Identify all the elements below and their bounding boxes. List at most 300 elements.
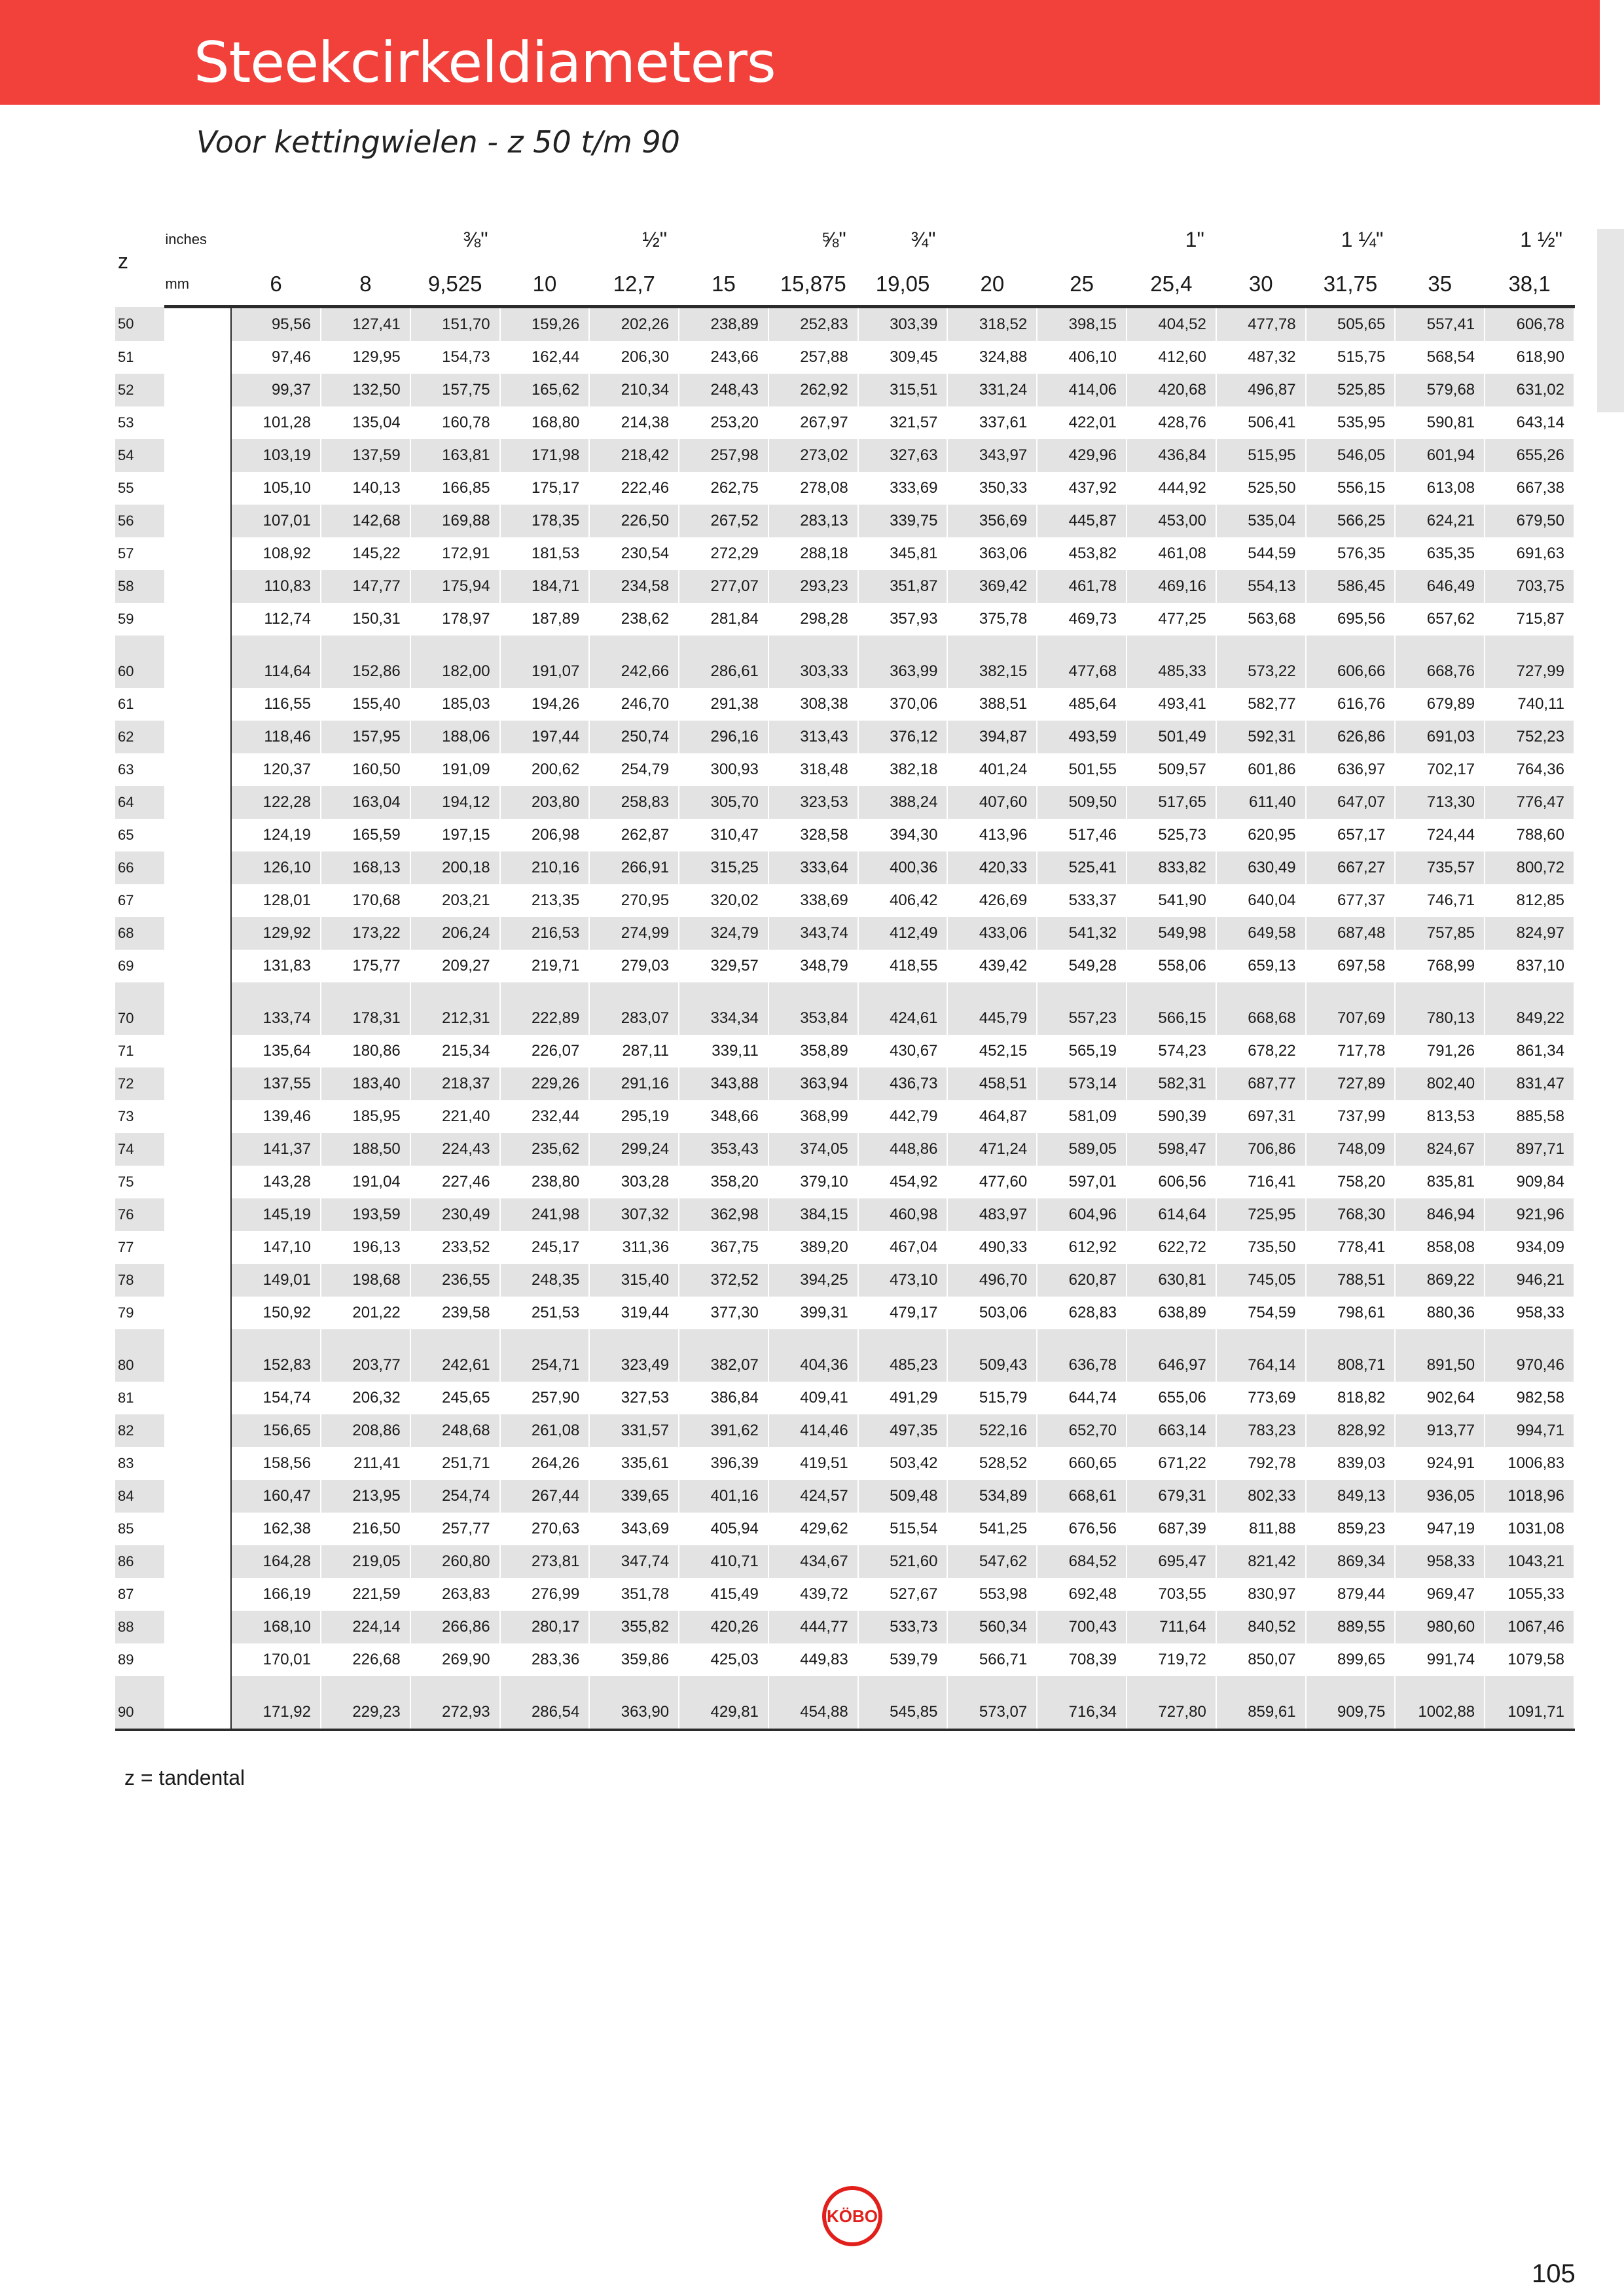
diameter-cell: 214,38 <box>589 406 679 439</box>
diameter-cell: 404,52 <box>1127 307 1216 342</box>
diameter-cell: 331,57 <box>589 1414 679 1447</box>
diameter-cell: 327,63 <box>858 439 948 472</box>
diameter-cell: 184,71 <box>500 570 590 603</box>
spacer-cell <box>1037 982 1127 1002</box>
diameter-cell: 209,27 <box>410 950 500 982</box>
diameter-cell: 329,57 <box>679 950 768 982</box>
inch-header-cell <box>321 216 410 263</box>
spacer-cell <box>165 636 231 655</box>
diameter-cell: 131,83 <box>231 950 321 982</box>
diameter-cell: 283,13 <box>768 505 858 537</box>
diameter-cell: 254,71 <box>500 1349 590 1382</box>
diameter-cell: 133,74 <box>231 1002 321 1035</box>
diameter-cell: 557,23 <box>1037 1002 1127 1035</box>
tooth-count-cell: 58 <box>115 570 165 603</box>
diameter-cell: 343,74 <box>768 917 858 950</box>
diameter-cell: 638,89 <box>1127 1297 1216 1329</box>
diameter-cell: 1006,83 <box>1485 1447 1574 1480</box>
spacer-cell <box>1485 1329 1574 1349</box>
diameter-cell: 286,54 <box>500 1696 590 1730</box>
unit-spacer-cell <box>165 1382 231 1414</box>
diameter-cell: 802,33 <box>1216 1480 1306 1513</box>
mm-header-cell: 31,75 <box>1306 263 1396 307</box>
diameter-cell: 272,29 <box>679 537 768 570</box>
diameter-cell: 757,85 <box>1395 917 1485 950</box>
table-row <box>115 341 1574 374</box>
diameter-cell: 376,12 <box>858 721 948 753</box>
unit-spacer-cell <box>165 786 231 819</box>
diameter-cell: 219,05 <box>321 1545 410 1578</box>
diameter-cell: 454,88 <box>768 1696 858 1730</box>
diameter-cell: 379,10 <box>768 1166 858 1198</box>
diameter-cell: 396,39 <box>679 1447 768 1480</box>
diameter-cell: 828,92 <box>1306 1414 1396 1447</box>
tooth-count-cell: 75 <box>115 1166 165 1198</box>
diameter-cell: 439,72 <box>768 1578 858 1611</box>
diameter-cell: 187,89 <box>500 603 590 636</box>
diameter-cell: 159,26 <box>500 307 590 342</box>
diameter-cell: 606,56 <box>1127 1166 1216 1198</box>
spacer-cell <box>231 1676 321 1696</box>
diameter-cell: 319,44 <box>589 1297 679 1329</box>
diameter-cell: 506,41 <box>1216 406 1306 439</box>
diameter-cell: 433,06 <box>947 917 1037 950</box>
diameter-cell: 178,31 <box>321 1002 410 1035</box>
diameter-cell: 257,90 <box>500 1382 590 1414</box>
diameter-cell: 897,71 <box>1485 1133 1574 1166</box>
diameter-cell: 812,85 <box>1485 884 1574 917</box>
diameter-cell: 565,19 <box>1037 1035 1127 1067</box>
diameter-cell: 261,08 <box>500 1414 590 1447</box>
diameter-cell: 454,92 <box>858 1166 948 1198</box>
diameter-cell: 262,75 <box>679 472 768 505</box>
diameter-cell: 646,97 <box>1127 1349 1216 1382</box>
diameter-cell: 606,66 <box>1306 655 1396 688</box>
inch-header-cell <box>1485 216 1574 263</box>
table-row <box>115 1643 1574 1676</box>
diameter-cell: 311,36 <box>589 1231 679 1264</box>
diameter-cell: 162,44 <box>500 341 590 374</box>
diameter-cell: 558,06 <box>1127 950 1216 982</box>
table-row <box>115 1545 1574 1578</box>
table-row <box>115 1578 1574 1611</box>
spacer-cell <box>231 1329 321 1349</box>
diameter-cell: 568,54 <box>1395 341 1485 374</box>
diameter-cell: 147,77 <box>321 570 410 603</box>
table-row <box>115 472 1574 505</box>
diameter-cell: 401,16 <box>679 1480 768 1513</box>
diameter-cell: 534,89 <box>947 1480 1037 1513</box>
diameter-cell: 444,92 <box>1127 472 1216 505</box>
diameter-cell: 315,40 <box>589 1264 679 1297</box>
diameter-cell: 429,62 <box>768 1513 858 1545</box>
diameter-cell: 213,95 <box>321 1480 410 1513</box>
diameter-cell: 343,69 <box>589 1513 679 1545</box>
diameter-cell: 708,39 <box>1037 1643 1127 1676</box>
diameter-cell: 348,66 <box>679 1100 768 1133</box>
diameter-cell: 776,47 <box>1485 786 1574 819</box>
inch-header-label: ¾" <box>911 228 936 251</box>
diameter-cell: 477,68 <box>1037 655 1127 688</box>
table-row <box>115 1231 1574 1264</box>
inch-header-cell <box>1037 216 1127 263</box>
diameter-cell: 566,15 <box>1127 1002 1216 1035</box>
table-row <box>115 1349 1574 1382</box>
diameter-cell: 183,40 <box>321 1067 410 1100</box>
diameter-cell: 437,92 <box>1037 472 1127 505</box>
diameter-cell: 200,18 <box>410 852 500 884</box>
diameter-cell: 414,46 <box>768 1414 858 1447</box>
spacer-cell <box>589 636 679 655</box>
unit-spacer-cell <box>165 819 231 852</box>
diameter-cell: 203,21 <box>410 884 500 917</box>
diameter-cell: 449,83 <box>768 1643 858 1676</box>
diameter-cell: 358,20 <box>679 1166 768 1198</box>
kobo-logo <box>822 2186 882 2246</box>
diameter-cell: 764,36 <box>1485 753 1574 786</box>
inch-header-cell <box>947 216 1037 263</box>
diameter-cell: 477,60 <box>947 1166 1037 1198</box>
diameter-cell: 412,49 <box>858 917 948 950</box>
diameter-cell: 687,39 <box>1127 1513 1216 1545</box>
diameter-cell: 724,44 <box>1395 819 1485 852</box>
spacer-cell <box>1306 982 1396 1002</box>
diameter-cell: 640,04 <box>1216 884 1306 917</box>
diameter-cell: 185,95 <box>321 1100 410 1133</box>
diameter-cell: 210,34 <box>589 374 679 406</box>
diameter-cell: 557,41 <box>1395 307 1485 342</box>
tooth-count-cell: 51 <box>115 341 165 374</box>
diameter-cell: 778,41 <box>1306 1231 1396 1264</box>
unit-spacer-cell <box>165 1349 231 1382</box>
spacer-cell <box>1037 1329 1127 1349</box>
spacer-cell <box>1216 1329 1306 1349</box>
diameter-cell: 168,13 <box>321 852 410 884</box>
tooth-count-cell: 50 <box>115 307 165 342</box>
diameter-cell: 442,79 <box>858 1100 948 1133</box>
diameter-cell: 169,88 <box>410 505 500 537</box>
mm-unit-label: mm <box>165 263 231 307</box>
spacer-cell <box>1306 636 1396 655</box>
diameter-cell: 545,85 <box>858 1696 948 1730</box>
diameter-cell: 515,54 <box>858 1513 948 1545</box>
unit-spacer-cell <box>165 472 231 505</box>
inch-header-cell <box>1306 216 1396 263</box>
tooth-count-cell: 57 <box>115 537 165 570</box>
diameter-cell: 298,28 <box>768 603 858 636</box>
tooth-count-cell: 79 <box>115 1297 165 1329</box>
table-row <box>115 1382 1574 1414</box>
diameter-cell: 687,48 <box>1306 917 1396 950</box>
diameter-cell: 394,87 <box>947 721 1037 753</box>
diameter-cell: 657,17 <box>1306 819 1396 852</box>
diameter-cell: 193,59 <box>321 1198 410 1231</box>
diameter-cell: 308,38 <box>768 688 858 721</box>
diameter-cell: 137,55 <box>231 1067 321 1100</box>
diameter-cell: 324,88 <box>947 341 1037 374</box>
diameter-cell: 448,86 <box>858 1133 948 1166</box>
diameter-cell: 428,76 <box>1127 406 1216 439</box>
diameter-cell: 1043,21 <box>1485 1545 1574 1578</box>
diameter-cell: 394,25 <box>768 1264 858 1297</box>
diameter-cell: 251,53 <box>500 1297 590 1329</box>
diameter-cell: 372,52 <box>679 1264 768 1297</box>
diameter-cell: 188,06 <box>410 721 500 753</box>
diameter-cell: 347,74 <box>589 1545 679 1578</box>
diameter-cell: 230,49 <box>410 1198 500 1231</box>
diameter-cell: 406,42 <box>858 884 948 917</box>
diameter-cell: 391,62 <box>679 1414 768 1447</box>
diameter-cell: 745,05 <box>1216 1264 1306 1297</box>
diameter-cell: 135,64 <box>231 1035 321 1067</box>
diameter-cell: 145,19 <box>231 1198 321 1231</box>
inch-header-cell <box>1127 216 1216 263</box>
diameter-cell: 422,01 <box>1037 406 1127 439</box>
unit-spacer-cell <box>165 1480 231 1513</box>
unit-spacer-cell <box>165 603 231 636</box>
diameter-cell: 503,06 <box>947 1297 1037 1329</box>
tooth-count-cell: 83 <box>115 1447 165 1480</box>
diameter-cell: 420,68 <box>1127 374 1216 406</box>
diameter-cell: 424,57 <box>768 1480 858 1513</box>
inch-header-cell <box>1395 216 1485 263</box>
diameter-cell: 528,52 <box>947 1447 1037 1480</box>
inch-header-row <box>115 216 1574 263</box>
diameter-cell: 118,46 <box>231 721 321 753</box>
diameter-cell: 399,31 <box>768 1297 858 1329</box>
diameter-cell: 461,08 <box>1127 537 1216 570</box>
diameter-cell: 158,56 <box>231 1447 321 1480</box>
diameter-cell: 321,57 <box>858 406 948 439</box>
diameter-cell: 589,05 <box>1037 1133 1127 1166</box>
diameter-cell: 150,92 <box>231 1297 321 1329</box>
diameter-cell: 835,81 <box>1395 1166 1485 1198</box>
spacer-cell <box>1216 1676 1306 1696</box>
unit-spacer-cell <box>165 307 231 342</box>
unit-spacer-cell <box>165 1545 231 1578</box>
diameter-cell: 635,35 <box>1395 537 1485 570</box>
diameter-cell: 824,97 <box>1485 917 1574 950</box>
diameter-cell: 400,36 <box>858 852 948 884</box>
diameter-cell: 229,26 <box>500 1067 590 1100</box>
table-row <box>115 1035 1574 1067</box>
spacer-cell <box>410 636 500 655</box>
unit-spacer-cell <box>165 1297 231 1329</box>
diameter-cell: 556,15 <box>1306 472 1396 505</box>
tooth-count-cell: 53 <box>115 406 165 439</box>
tooth-count-cell: 84 <box>115 1480 165 1513</box>
diameter-cell: 1079,58 <box>1485 1643 1574 1676</box>
spacer-cell <box>858 636 948 655</box>
diameter-cell: 460,98 <box>858 1198 948 1231</box>
diameter-cell: 160,78 <box>410 406 500 439</box>
table-row <box>115 1696 1574 1730</box>
diameter-cell: 182,00 <box>410 655 500 688</box>
diameter-cell: 242,66 <box>589 655 679 688</box>
spacer-cell <box>947 1329 1037 1349</box>
diameter-cell: 221,59 <box>321 1578 410 1611</box>
spacer-cell <box>1127 1676 1216 1696</box>
diameter-cell: 663,14 <box>1127 1414 1216 1447</box>
spacer-cell <box>1395 982 1485 1002</box>
diameter-cell: 982,58 <box>1485 1382 1574 1414</box>
spacer-cell <box>321 982 410 1002</box>
diameter-cell: 780,13 <box>1395 1002 1485 1035</box>
unit-spacer-cell <box>165 1002 231 1035</box>
diameter-cell: 620,87 <box>1037 1264 1127 1297</box>
diameter-cell: 239,58 <box>410 1297 500 1329</box>
diameter-cell: 473,10 <box>858 1264 948 1297</box>
diameter-cell: 573,22 <box>1216 655 1306 688</box>
diameter-cell: 137,59 <box>321 439 410 472</box>
mm-header-cell: 35 <box>1395 263 1485 307</box>
diameter-cell: 126,10 <box>231 852 321 884</box>
diameter-cell: 152,83 <box>231 1349 321 1382</box>
table-row <box>115 1480 1574 1513</box>
diameter-cell: 525,73 <box>1127 819 1216 852</box>
spacer-cell <box>1306 1676 1396 1696</box>
diameter-cell: 288,18 <box>768 537 858 570</box>
mm-header-cell: 20 <box>947 263 1037 307</box>
table-row <box>115 1133 1574 1166</box>
diameter-cell: 331,24 <box>947 374 1037 406</box>
diameter-cell: 858,08 <box>1395 1231 1485 1264</box>
diameter-cell: 210,16 <box>500 852 590 884</box>
diameter-cell: 350,33 <box>947 472 1037 505</box>
diameter-cell: 171,98 <box>500 439 590 472</box>
diameter-cell: 343,88 <box>679 1067 768 1100</box>
diameter-cell: 273,81 <box>500 1545 590 1578</box>
diameter-cell: 95,56 <box>231 307 321 342</box>
diameter-cell: 501,49 <box>1127 721 1216 753</box>
diameter-cell: 212,31 <box>410 1002 500 1035</box>
diameter-cell: 592,31 <box>1216 721 1306 753</box>
diameter-cell: 398,15 <box>1037 307 1127 342</box>
diameter-cell: 222,89 <box>500 1002 590 1035</box>
diameter-cell: 142,68 <box>321 505 410 537</box>
diameter-cell: 226,07 <box>500 1035 590 1067</box>
diameter-cell: 469,16 <box>1127 570 1216 603</box>
diameter-cell: 601,94 <box>1395 439 1485 472</box>
diameter-cell: 646,49 <box>1395 570 1485 603</box>
spacer-cell <box>231 636 321 655</box>
diameter-cell: 691,63 <box>1485 537 1574 570</box>
diameter-cell: 614,64 <box>1127 1198 1216 1231</box>
diameter-cell: 824,67 <box>1395 1133 1485 1166</box>
table-row <box>115 307 1574 342</box>
diameter-cell: 348,79 <box>768 950 858 982</box>
diameter-cell: 367,75 <box>679 1231 768 1264</box>
tooth-count-cell: 77 <box>115 1231 165 1264</box>
diameter-cell: 206,24 <box>410 917 500 950</box>
diameter-cell: 178,97 <box>410 603 500 636</box>
spacer-cell <box>1127 1329 1216 1349</box>
diameter-cell: 242,61 <box>410 1349 500 1382</box>
diameter-cell: 628,83 <box>1037 1297 1127 1329</box>
diameter-cell: 363,06 <box>947 537 1037 570</box>
diameter-cell: 206,32 <box>321 1382 410 1414</box>
unit-spacer-cell <box>165 1643 231 1676</box>
diameter-cell: 154,74 <box>231 1382 321 1414</box>
diameter-cell: 831,47 <box>1485 1067 1574 1100</box>
diameter-cell: 328,58 <box>768 819 858 852</box>
spacer-cell <box>679 1329 768 1349</box>
diameter-cell: 287,11 <box>589 1035 679 1067</box>
diameter-cell: 315,51 <box>858 374 948 406</box>
diameter-cell: 444,77 <box>768 1611 858 1643</box>
spacer-cell <box>1395 1676 1485 1696</box>
diameter-cell: 163,04 <box>321 786 410 819</box>
diameter-cell: 270,95 <box>589 884 679 917</box>
diameter-cell: 678,22 <box>1216 1035 1306 1067</box>
diameter-cell: 213,35 <box>500 884 590 917</box>
diameter-cell: 206,30 <box>589 341 679 374</box>
diameter-cell: 181,53 <box>500 537 590 570</box>
diameter-cell: 103,19 <box>231 439 321 472</box>
diameter-cell: 936,05 <box>1395 1480 1485 1513</box>
diameter-cell: 218,42 <box>589 439 679 472</box>
spacer-cell <box>410 1329 500 1349</box>
unit-spacer-cell <box>165 1166 231 1198</box>
footnote: z = tandental <box>124 1766 245 1789</box>
diameter-cell: 206,98 <box>500 819 590 852</box>
diameter-cell: 452,15 <box>947 1035 1037 1067</box>
tooth-count-cell: 73 <box>115 1100 165 1133</box>
diameter-cell: 303,39 <box>858 307 948 342</box>
diameter-cell: 859,23 <box>1306 1513 1396 1545</box>
diameter-cell: 327,53 <box>589 1382 679 1414</box>
diameter-cell: 154,73 <box>410 341 500 374</box>
diameter-cell: 485,23 <box>858 1349 948 1382</box>
tooth-count-cell: 72 <box>115 1067 165 1100</box>
diameter-cell: 269,90 <box>410 1643 500 1676</box>
unit-spacer-cell <box>165 537 231 570</box>
diameter-cell: 266,91 <box>589 852 679 884</box>
diameter-cell: 338,69 <box>768 884 858 917</box>
diameter-cell: 1055,33 <box>1485 1578 1574 1611</box>
diameter-cell: 453,82 <box>1037 537 1127 570</box>
diameter-cell: 151,70 <box>410 307 500 342</box>
diameter-cell: 573,07 <box>947 1696 1037 1730</box>
diameter-cell: 415,49 <box>679 1578 768 1611</box>
spacer-cell <box>500 636 590 655</box>
diameter-cell: 141,37 <box>231 1133 321 1166</box>
page-number: 105 <box>1532 2259 1576 2288</box>
diameter-cell: 768,99 <box>1395 950 1485 982</box>
tooth-count-cell: 86 <box>115 1545 165 1578</box>
diameter-cell: 226,68 <box>321 1643 410 1676</box>
diameter-cell: 280,17 <box>500 1611 590 1643</box>
diameter-cell: 840,52 <box>1216 1611 1306 1643</box>
diameter-cell: 889,55 <box>1306 1611 1396 1643</box>
diameter-cell: 541,90 <box>1127 884 1216 917</box>
diameter-cell: 424,61 <box>858 1002 948 1035</box>
unit-spacer-cell <box>165 1067 231 1100</box>
unit-spacer-cell <box>165 852 231 884</box>
spacer-cell <box>1216 982 1306 1002</box>
diameter-cell: 702,17 <box>1395 753 1485 786</box>
table-row <box>115 1513 1574 1545</box>
diameter-cell: 969,47 <box>1395 1578 1485 1611</box>
diameter-cell: 196,13 <box>321 1231 410 1264</box>
diameter-cell: 727,80 <box>1127 1696 1216 1730</box>
diameter-cell: 230,54 <box>589 537 679 570</box>
diameter-cell: 706,86 <box>1216 1133 1306 1166</box>
diameter-cell: 370,06 <box>858 688 948 721</box>
z-column-header: z <box>118 249 128 273</box>
unit-spacer-cell <box>165 439 231 472</box>
diameter-cell: 339,65 <box>589 1480 679 1513</box>
